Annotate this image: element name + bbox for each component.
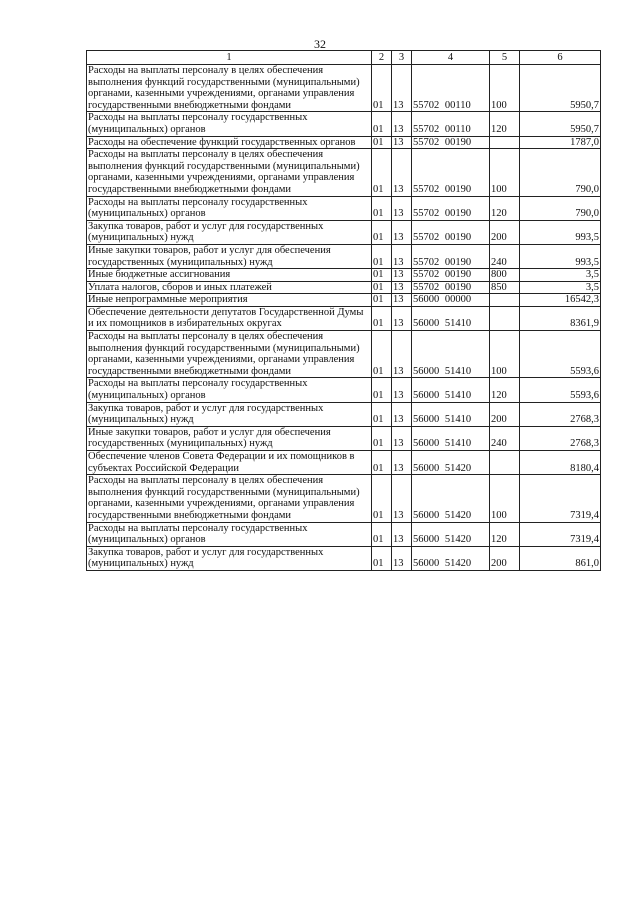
row-expense-type (490, 294, 520, 307)
table-row (87, 112, 601, 136)
header-cell: 3 (392, 51, 412, 65)
row-amount: 5950,7 (520, 112, 601, 136)
row-section: 01 (372, 136, 392, 149)
row-target-article: 56000 51410 (412, 426, 490, 450)
table-row (87, 331, 601, 378)
row-amount: 790,0 (520, 149, 601, 196)
row-target-article: 55702 00110 (412, 112, 490, 136)
row-target-article: 55702 00190 (412, 244, 490, 268)
row-amount: 1787,0 (520, 136, 601, 149)
row-expense-type: 100 (490, 331, 520, 378)
row-name: Иные непрограммные мероприятия (87, 294, 372, 307)
row-amount: 5593,6 (520, 331, 601, 378)
row-expense-type: 100 (490, 65, 520, 112)
row-name: Расходы на выплаты персоналу в целях обеспечения выполнения функций государственными (муниципальными) органами, казенными учреждениями, органами управления государственными внебюджетными фондами (87, 65, 372, 112)
row-amount: 790,0 (520, 196, 601, 220)
table-row (87, 269, 601, 282)
row-amount: 5950,7 (520, 65, 601, 112)
row-subsection: 13 (392, 294, 412, 307)
row-name: Расходы на выплаты персоналу в целях обеспечения выполнения функций государственными (муниципальными) органами, казенными учреждениями, органами управления государственными внебюджетными фондами (87, 475, 372, 522)
row-name: Обеспечение деятельности депутатов Государственной Думы и их помощников в избирательных округах (87, 306, 372, 330)
row-section: 01 (372, 426, 392, 450)
row-subsection: 13 (392, 451, 412, 475)
table-row (87, 475, 601, 522)
row-section: 01 (372, 220, 392, 244)
row-subsection: 13 (392, 402, 412, 426)
row-section: 01 (372, 112, 392, 136)
row-subsection: 13 (392, 220, 412, 244)
row-amount: 7319,4 (520, 522, 601, 546)
row-expense-type: 120 (490, 378, 520, 402)
row-expense-type: 200 (490, 402, 520, 426)
row-amount: 861,0 (520, 546, 601, 570)
row-section: 01 (372, 331, 392, 378)
table-row (87, 281, 601, 294)
row-name: Расходы на выплаты персоналу государственных (муниципальных) органов (87, 196, 372, 220)
row-target-article: 56000 51420 (412, 475, 490, 522)
row-expense-type: 850 (490, 281, 520, 294)
row-section: 01 (372, 294, 392, 307)
row-subsection: 13 (392, 112, 412, 136)
row-amount: 2768,3 (520, 426, 601, 450)
row-section: 01 (372, 65, 392, 112)
header-cell: 5 (490, 51, 520, 65)
table-row (87, 378, 601, 402)
row-target-article: 56000 51420 (412, 546, 490, 570)
row-expense-type: 240 (490, 426, 520, 450)
row-name: Обеспечение членов Совета Федерации и их помощников в субъектах Российской Федерации (87, 451, 372, 475)
row-target-article: 56000 51410 (412, 331, 490, 378)
table-row (87, 196, 601, 220)
row-subsection: 13 (392, 269, 412, 282)
row-amount: 3,5 (520, 269, 601, 282)
table-row (87, 149, 601, 196)
page-number: 32 (314, 37, 326, 51)
row-name: Уплата налогов, сборов и иных платежей (87, 281, 372, 294)
row-amount: 993,5 (520, 220, 601, 244)
row-target-article: 56000 51410 (412, 378, 490, 402)
row-expense-type: 800 (490, 269, 520, 282)
row-expense-type: 120 (490, 522, 520, 546)
table-row (87, 402, 601, 426)
row-name: Расходы на обеспечение функций государственных органов (87, 136, 372, 149)
row-amount: 2768,3 (520, 402, 601, 426)
row-amount: 993,5 (520, 244, 601, 268)
row-amount: 16542,3 (520, 294, 601, 307)
row-section: 01 (372, 281, 392, 294)
row-section: 01 (372, 196, 392, 220)
row-expense-type (490, 451, 520, 475)
row-expense-type: 100 (490, 149, 520, 196)
table-row (87, 220, 601, 244)
table-row (87, 522, 601, 546)
row-amount: 8361,9 (520, 306, 601, 330)
header-cell: 2 (372, 51, 392, 65)
table-row (87, 306, 601, 330)
table-row (87, 65, 601, 112)
row-amount: 7319,4 (520, 475, 601, 522)
row-target-article: 56000 51410 (412, 402, 490, 426)
table-row (87, 451, 601, 475)
row-section: 01 (372, 149, 392, 196)
row-subsection: 13 (392, 378, 412, 402)
row-name: Расходы на выплаты персоналу государственных (муниципальных) органов (87, 378, 372, 402)
row-section: 01 (372, 244, 392, 268)
row-expense-type: 240 (490, 244, 520, 268)
row-target-article: 56000 51410 (412, 306, 490, 330)
row-expense-type: 120 (490, 196, 520, 220)
row-name: Расходы на выплаты персоналу в целях обеспечения выполнения функций государственными (муниципальными) органами, казенными учреждениями, органами управления государственными внебюджетными фондами (87, 331, 372, 378)
header-cell: 4 (412, 51, 490, 65)
table-header-row (87, 51, 601, 65)
row-subsection: 13 (392, 306, 412, 330)
row-subsection: 13 (392, 281, 412, 294)
row-section: 01 (372, 475, 392, 522)
row-expense-type (490, 136, 520, 149)
row-expense-type: 200 (490, 220, 520, 244)
table-row (87, 546, 601, 570)
row-name: Закупка товаров, работ и услуг для государственных (муниципальных) нужд (87, 220, 372, 244)
row-section: 01 (372, 522, 392, 546)
row-target-article: 55702 00190 (412, 281, 490, 294)
row-subsection: 13 (392, 244, 412, 268)
row-section: 01 (372, 402, 392, 426)
row-subsection: 13 (392, 196, 412, 220)
row-expense-type: 120 (490, 112, 520, 136)
row-name: Расходы на выплаты персоналу государственных (муниципальных) органов (87, 522, 372, 546)
row-target-article: 56000 00000 (412, 294, 490, 307)
row-target-article: 55702 00190 (412, 220, 490, 244)
row-amount: 5593,6 (520, 378, 601, 402)
row-name: Иные закупки товаров, работ и услуг для обеспечения государственных (муниципальных) нужд (87, 426, 372, 450)
row-name: Закупка товаров, работ и услуг для государственных (муниципальных) нужд (87, 402, 372, 426)
row-name: Расходы на выплаты персоналу в целях обеспечения выполнения функций государственными (муниципальными) органами, казенными учреждениями, органами управления государственными внебюджетными фондами (87, 149, 372, 196)
row-subsection: 13 (392, 149, 412, 196)
row-expense-type: 200 (490, 546, 520, 570)
header-cell: 6 (520, 51, 601, 65)
row-name: Иные бюджетные ассигнования (87, 269, 372, 282)
row-section: 01 (372, 451, 392, 475)
row-expense-type: 100 (490, 475, 520, 522)
row-subsection: 13 (392, 546, 412, 570)
table-row (87, 294, 601, 307)
row-amount: 3,5 (520, 281, 601, 294)
row-expense-type (490, 306, 520, 330)
row-target-article: 55702 00110 (412, 65, 490, 112)
row-target-article: 55702 00190 (412, 196, 490, 220)
row-target-article: 55702 00190 (412, 136, 490, 149)
row-name: Расходы на выплаты персоналу государственных (муниципальных) органов (87, 112, 372, 136)
row-section: 01 (372, 546, 392, 570)
row-subsection: 13 (392, 331, 412, 378)
row-section: 01 (372, 378, 392, 402)
row-target-article: 55702 00190 (412, 269, 490, 282)
table-row (87, 244, 601, 268)
row-subsection: 13 (392, 522, 412, 546)
table-row (87, 136, 601, 149)
row-name: Иные закупки товаров, работ и услуг для обеспечения государственных (муниципальных) нужд (87, 244, 372, 268)
row-amount: 8180,4 (520, 451, 601, 475)
table-row (87, 426, 601, 450)
row-subsection: 13 (392, 475, 412, 522)
header-cell: 1 (87, 51, 372, 65)
row-section: 01 (372, 306, 392, 330)
row-subsection: 13 (392, 65, 412, 112)
row-subsection: 13 (392, 426, 412, 450)
row-target-article: 56000 51420 (412, 451, 490, 475)
row-target-article: 55702 00190 (412, 149, 490, 196)
row-subsection: 13 (392, 136, 412, 149)
row-target-article: 56000 51420 (412, 522, 490, 546)
row-name: Закупка товаров, работ и услуг для государственных (муниципальных) нужд (87, 546, 372, 570)
budget-table (86, 50, 601, 571)
row-section: 01 (372, 269, 392, 282)
